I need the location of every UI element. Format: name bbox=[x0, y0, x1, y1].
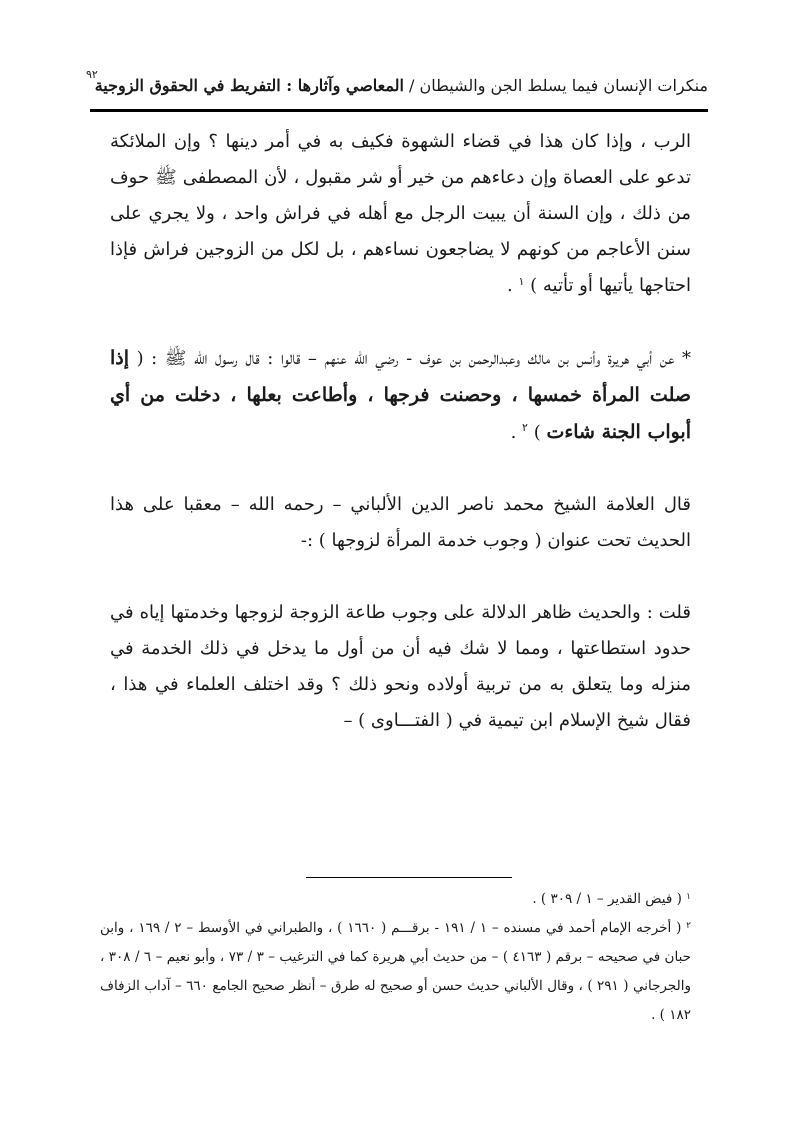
text-run: . bbox=[507, 275, 519, 296]
footnote-text: ( أخرجه الإمام أحمد في مسنده – ١ / ١٩١ - برقـــم ( ١٦٦٠ ) ، والطبراني في الأوسط – ٢ / ١٦٩ ، وابن حبان في صحيحه – برقم ( ٤١٦٣ ) – من حديث أبي هريرة كما في الترغيب – ٣ / ٧٣ ، وأبو نعيم – ٦ / ٣٠٨ ، والجرجاني ( ٢٩١ ) ، وقال الألباني حديث حسن أو صحيح له طرق – أنظر صحيح الجامع ٦٦٠ – آداب الزفاف ١٨٢ ) . bbox=[100, 920, 692, 1023]
text-run: قلت : والحديث ظاهر الدلالة على وجوب طاعة الزوجة لزوجها وخدمتها إياه في حدود استطاعتها ، ومما لا شك فيه أن من أول ما يدخل في ذلك الخدمة في منزله وما يتعلق به من تربية أولاده ونحو ذلك ؟ وقد اختلف العلماء في هذا ، فقال شيخ الإسلام ابن تيمية في ( الفتـــاوى ) – bbox=[110, 602, 691, 731]
header-title bbox=[95, 76, 708, 95]
header-title-book: منكرات الإنسان فيما يسلط الجن والشيطان / bbox=[403, 76, 708, 95]
page-number: ٩٢ bbox=[86, 68, 98, 81]
running-header bbox=[86, 68, 708, 108]
footnote-mark: ٢ bbox=[686, 921, 691, 931]
footnote-divider bbox=[306, 877, 512, 878]
text-run: . bbox=[510, 422, 523, 443]
footnote-text: ( فيض القدير – ١ / ٣٠٩ ) . bbox=[532, 891, 687, 907]
text-run: ) bbox=[527, 422, 547, 443]
paragraph bbox=[110, 595, 691, 739]
hadith-text: إذا صلت المرأة خمسها ، وحصنت فرجها ، وأطاعت بعلها ، دخلت من أي أبواب الجنة شاءت bbox=[110, 347, 691, 443]
footnote bbox=[100, 914, 691, 1030]
text-run: الرب ، وإذا كان هذا في قضاء الشهوة فكيف به في أمر دينها ؟ وإن الملائكة تدعو على العصاة وإن دعاءهم من خير أو شر مقبول ، لأن المصطفى ﷺ حوف من ذلك ، وإن السنة أن يبيت الرجل مع أهله في فراش واحد ، ولا يجري على سنن الأعاجم من كونهم لا يضاجعون نساءهم ، بل لكل من الزوجين فراش فإذا احتاجها يأتيها أو تأتيه ) bbox=[110, 131, 691, 296]
body-text bbox=[110, 124, 691, 739]
text-run: قال العلامة الشيخ محمد ناصر الدين الألباني – رحمه الله – معقبا على هذا الحديث تحت عنوان ( وجوب خدمة المرأة لزوجها ) :- bbox=[110, 494, 691, 551]
paragraph bbox=[110, 487, 691, 559]
paragraph bbox=[110, 340, 691, 451]
header-title-chapter: المعاصي وآثارها : التفريط في الحقوق الزوجية bbox=[94, 76, 404, 95]
footnote-mark: ١ bbox=[686, 892, 691, 902]
footnotes bbox=[100, 885, 691, 1030]
header-divider bbox=[90, 109, 708, 112]
footnote-ref: ٢ bbox=[522, 421, 528, 434]
paragraph bbox=[110, 124, 691, 304]
text-run: * عن أبي هريرة وأنس بن مالك وعبدالرحمن بن عوف - رضي الله عنهم – قالوا : قال رسول الله ﷺ : ( bbox=[129, 348, 691, 369]
footnote bbox=[100, 885, 691, 914]
footnote-ref: ١ bbox=[518, 275, 525, 288]
